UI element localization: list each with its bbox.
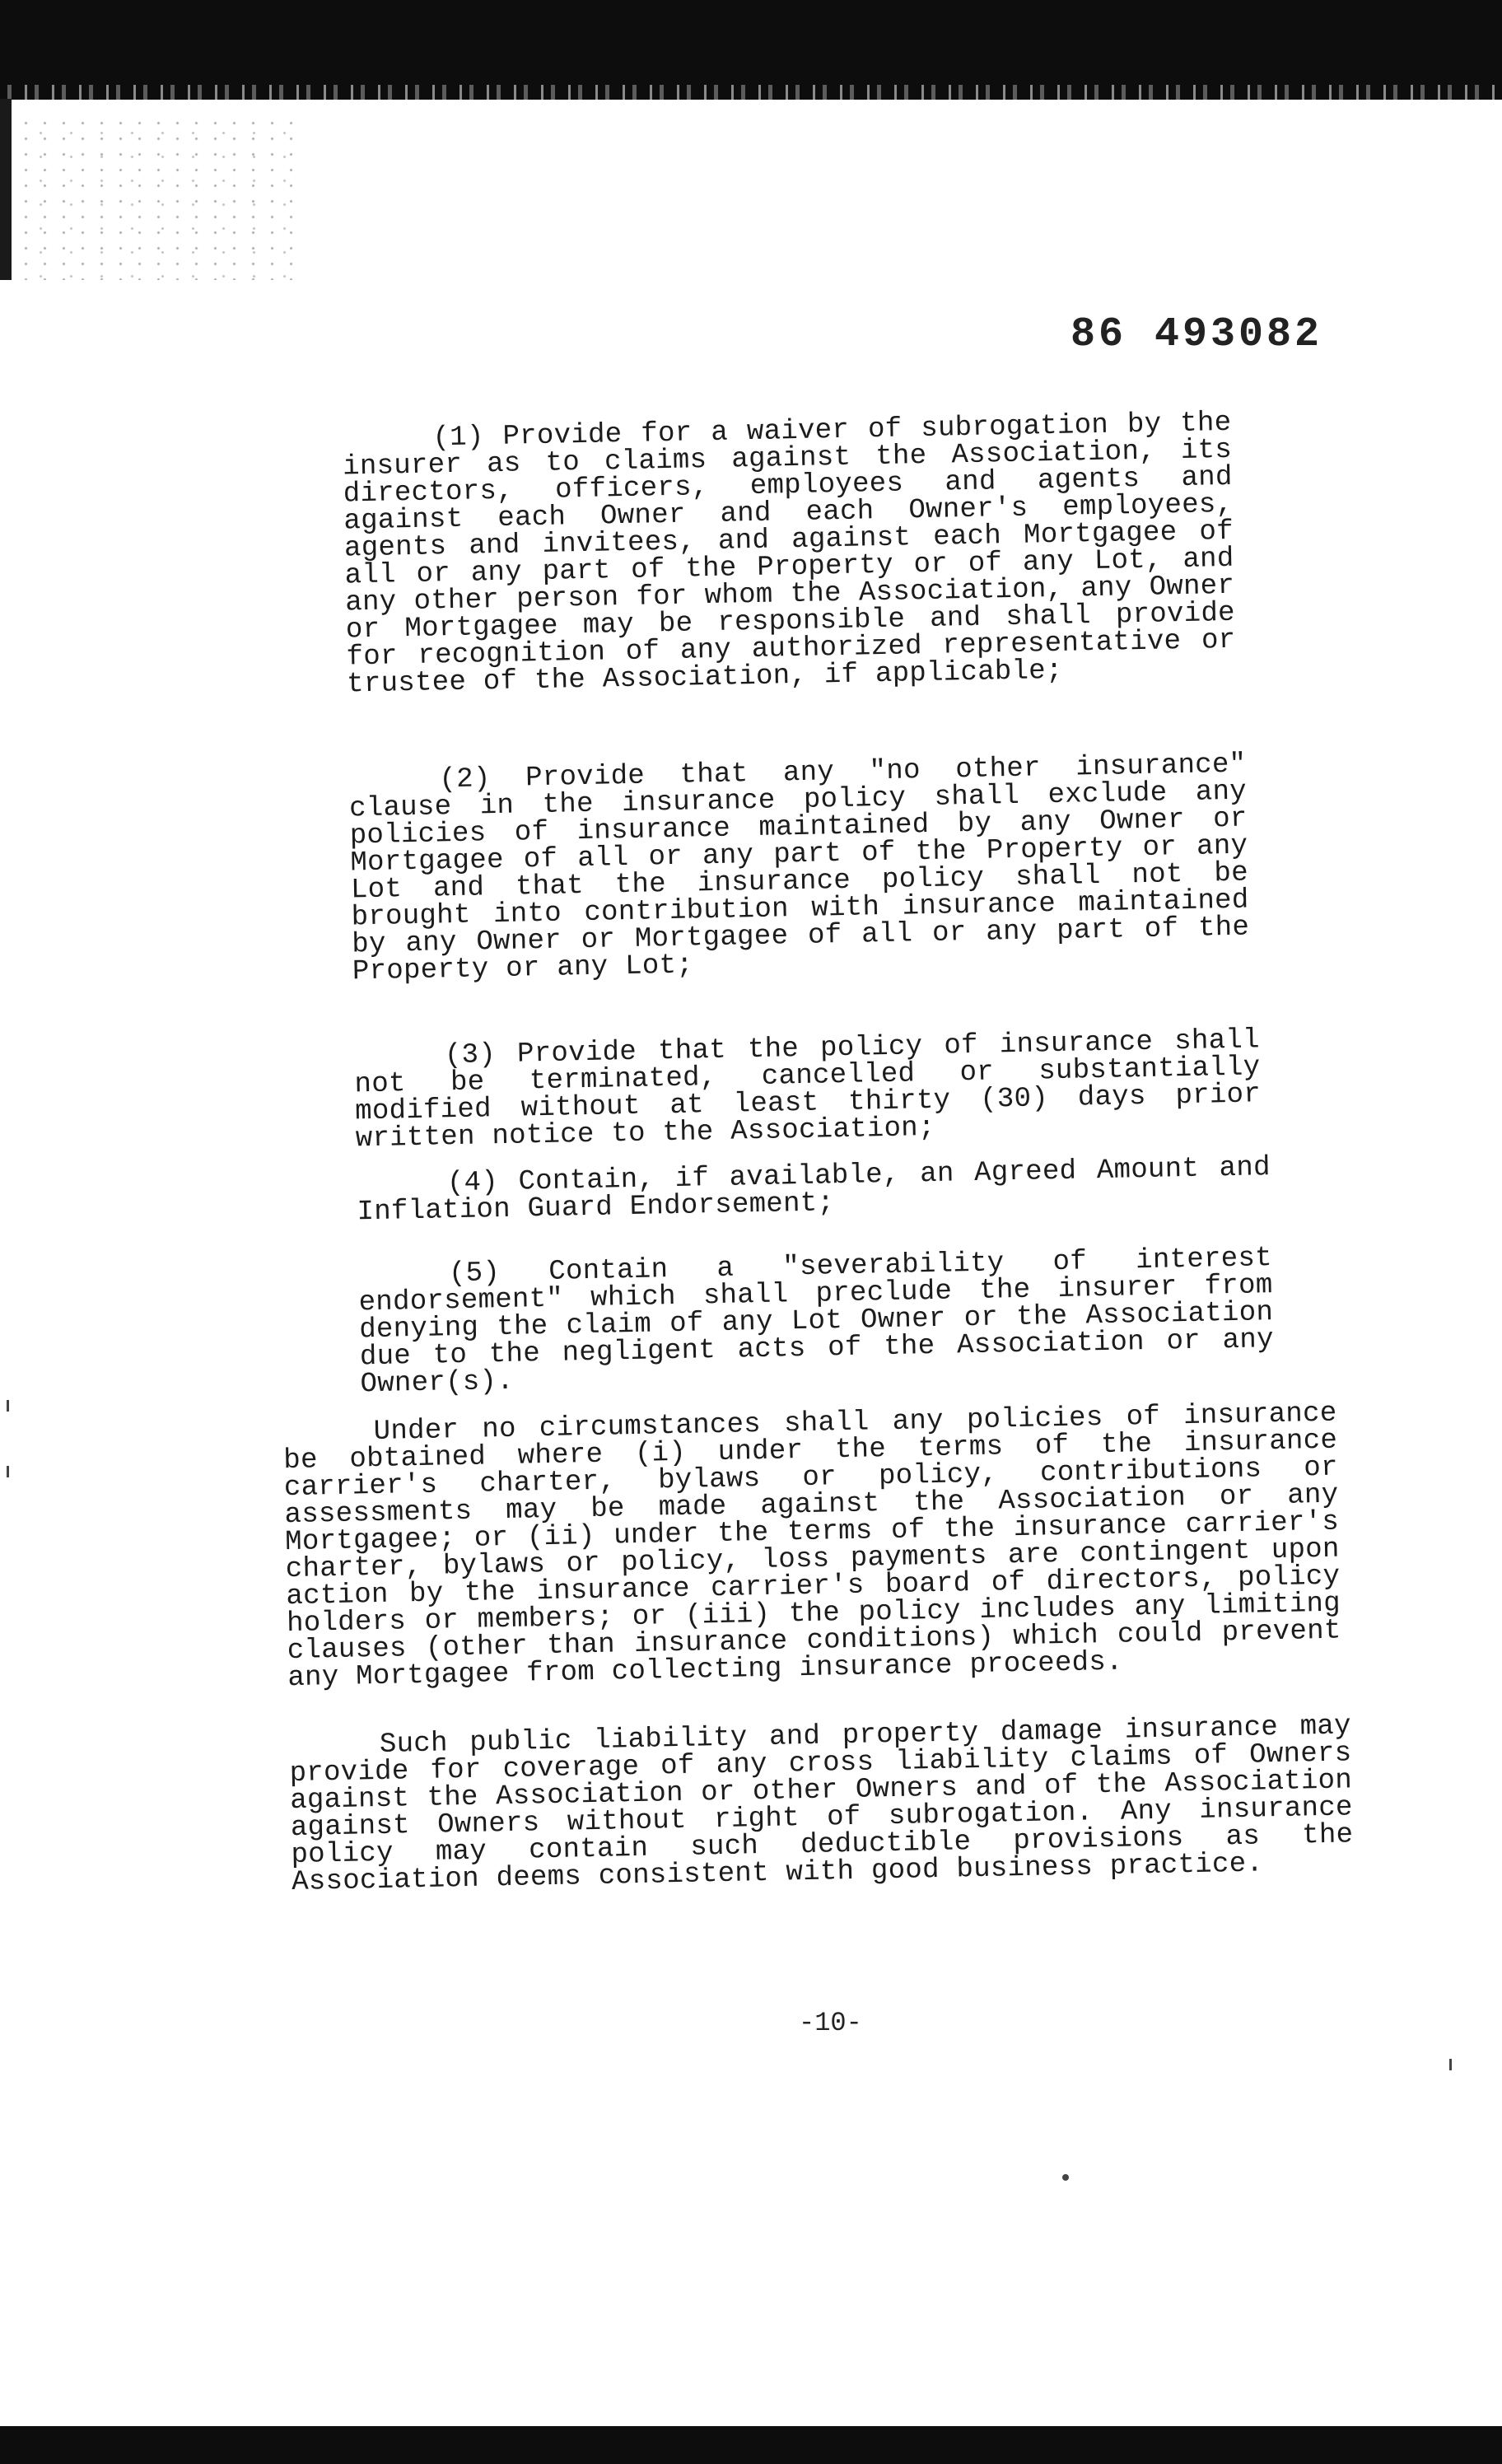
- scan-border-left: [0, 99, 12, 280]
- scan-noise: [16, 115, 296, 280]
- margin-mark: [1449, 2059, 1452, 2070]
- paragraph-agreed-amount: (4) Contain, if available, an Agreed Amount and Inflation Guard Endorsement;: [357, 1152, 1271, 1229]
- paragraph-waiver-of-subrogation: (1) Provide for a waiver of subrogation by the insurer as to claims against the Association, its directors, officers, employees and agents and against each Owner and each Owner's employees, agents and invitees, and against each Mortgagee of all or any part of the Property or of any Lot, and any other person for whom the Association, any Owner or Mortgagee may be responsible and shall provide for recognition of any authorized representative or trustee of the Association, if applicable;: [342, 407, 1236, 701]
- margin-mark: [1062, 2174, 1069, 2181]
- paragraph-no-other-insurance: (2) Provide that any "no other insurance" clause in the insurance policy shall exclude any policies of insurance maintained by any Owner or Mortgagee of all or any part of the Property or any Lot and that the insurance policy shall not be brought into contribution with insurance maintained by any Owner or Mortgagee of all or any part of the Property or any Lot;: [348, 749, 1250, 988]
- scan-border-top: [0, 0, 1502, 99]
- paragraph-termination-notice: (3) Provide that the policy of insurance shall not be terminated, cancelled or substantially modified without at least thirty (30) days prior written notice to the Association;: [354, 1024, 1262, 1155]
- paragraph-public-liability: Such public liability and property damage insurance may provide for coverage of any cross liability claims of Owners against the Association or other Owners and of the Association against Owners without right of subrogation. Any insurance policy may contain such deductible provisions as the Association deems consistent with good business practice.: [289, 1710, 1354, 1899]
- paragraph-severability: (5) Contain a "severability of interest endorsement" which shall preclude the insurer from denying the claim of any Lot Owner or the Association due to the negligent acts of the Association or any Owner(s).: [358, 1243, 1275, 1401]
- margin-mark: [7, 1466, 9, 1477]
- document-number: 86 493082: [1071, 311, 1323, 358]
- margin-mark: [7, 1400, 9, 1412]
- page-number: -10-: [799, 2008, 862, 2038]
- paragraph-circumstances: Under no circumstances shall any policies of insurance be obtained where (i) under the terms of the insurance carrier's charter, bylaws or policy, contributions or assessments may be made against the Association or any Mortgagee; or (ii) under the terms of the insurance carrier's charter, bylaws or policy, loss payments are contingent upon action by the insurance carrier's board of directors, policy holders or members; or (iii) the policy includes any limiting clauses (other than insurance conditions) which could prevent any Mortgagee from collecting insurance proceeds.: [283, 1398, 1341, 1695]
- scan-border-bottom: [0, 2426, 1502, 2464]
- document-page: [280, 395, 1387, 2079]
